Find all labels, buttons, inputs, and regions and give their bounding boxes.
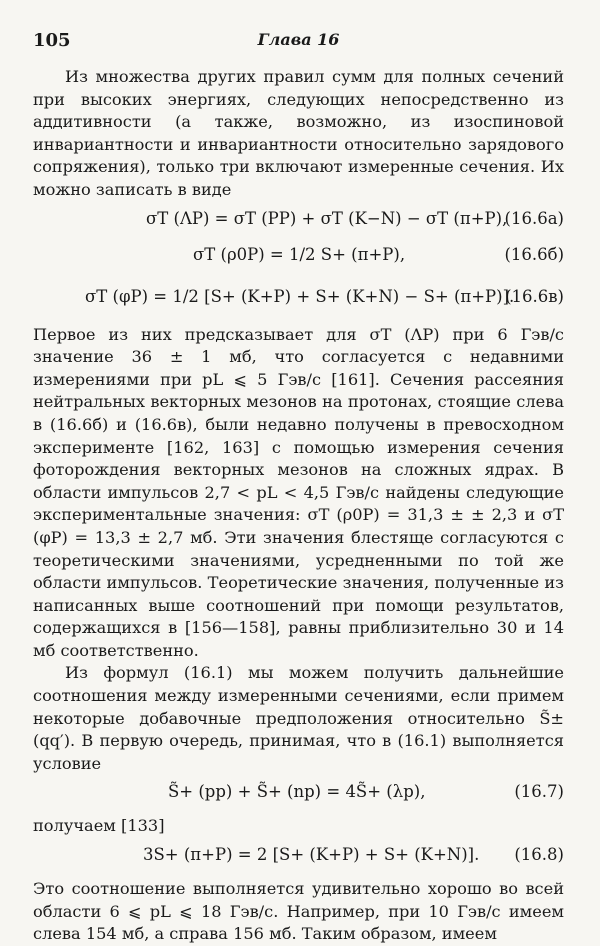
equation-16-6v-body: σT (φP) = 1/2 [S+ (K+P) + S+ (K+N) − S+ (π+P)]. <box>85 286 515 306</box>
equation-16-7-body: S̃+ (pp) + S̃+ (np) = 4S̃+ (λp), <box>168 782 426 802</box>
equation-16-7-label: (16.7) <box>514 782 564 802</box>
page-header <box>33 28 564 58</box>
paragraph-3: Из формул (16.1) мы можем получить дальнейшие соотношения между измеренными сечениями, если примем некоторые добавочные предположения относительно S̃± (qq′). В первую очередь, принимая, что в (16.1) выполняется условие <box>33 663 564 773</box>
equation-16-6a-label: (16.6а) <box>504 208 564 228</box>
equation-16-6b-body: σT (ρ0P) = 1/2 S+ (π+P), <box>193 244 406 264</box>
equation-16-8-body: 3S+ (π+P) = 2 [S+ (K+P) + S+ (K+N)]. <box>143 845 480 865</box>
equation-16-8-label: (16.8) <box>514 845 564 865</box>
equation-16-6b <box>33 238 564 280</box>
equation-16-6v <box>33 280 564 324</box>
equation-16-6b-label: (16.6б) <box>504 244 564 264</box>
equation-16-6a-body: σT (ΛP) = σT (PP) + σT (K−N) − σT (π+P), <box>146 208 508 228</box>
equation-16-7 <box>33 775 564 815</box>
paragraph-4: получаем [133] <box>33 816 165 836</box>
running-head: Глава 16 <box>257 30 340 49</box>
equation-16-6a <box>33 202 564 238</box>
equation-16-8 <box>33 838 564 878</box>
paragraph-2: Первое из них предсказывает для σT (ΛP) при 6 Гэв/c значение 36 ± 1 мб, что согласуется с недавними измерениями при pL ⩽ 5 Гэв/c [161]. Сечения рассеяния нейтральных векторных мезонов на протонах, стоящие слева в (16.6б) и (16.6в), были недавно получены в превосходном эксперименте [162, 163] с помощью измерения сечения фоторождения векторных мезонов на сложных ядрах. В области импульсов 2,7 < pL < 4,5 Гэв/c найдены следующие экспериментальные значения: σT (ρ0P) = 31,3 ± ± 2,3 и σT (φP) = 13,3 ± 2,7 мб. Эти значения блестяще согласуются с теоретическими значениями, усредненными по той же области импульсов. Теоретические значения, полученные из написанных выше соотношений при помощи результатов, содержащихся в [156—158], равны приблизительно 30 и 14 мб соответственно. <box>33 324 564 660</box>
paragraph-1: Из множества других правил сумм для полных сечений при высоких энергиях, следующих непосредственно из аддитивности (а также, возможно, из изоспиновой инвариантности и инвариантности относительно зарядового сопряжения), только три включают измеренные сечения. Их можно записать в виде <box>33 67 564 199</box>
page-number: 105 <box>33 30 71 51</box>
paragraph-5: Это соотношение выполняется удивительно хорошо во всей области 6 ⩽ pL ⩽ 18 Гэв/c. Например, при 10 Гэв/c имеем слева 154 мб, а справа 156 мб. Таким образом, имеем <box>33 879 564 944</box>
equation-16-6v-label: (16.6в) <box>505 286 564 306</box>
